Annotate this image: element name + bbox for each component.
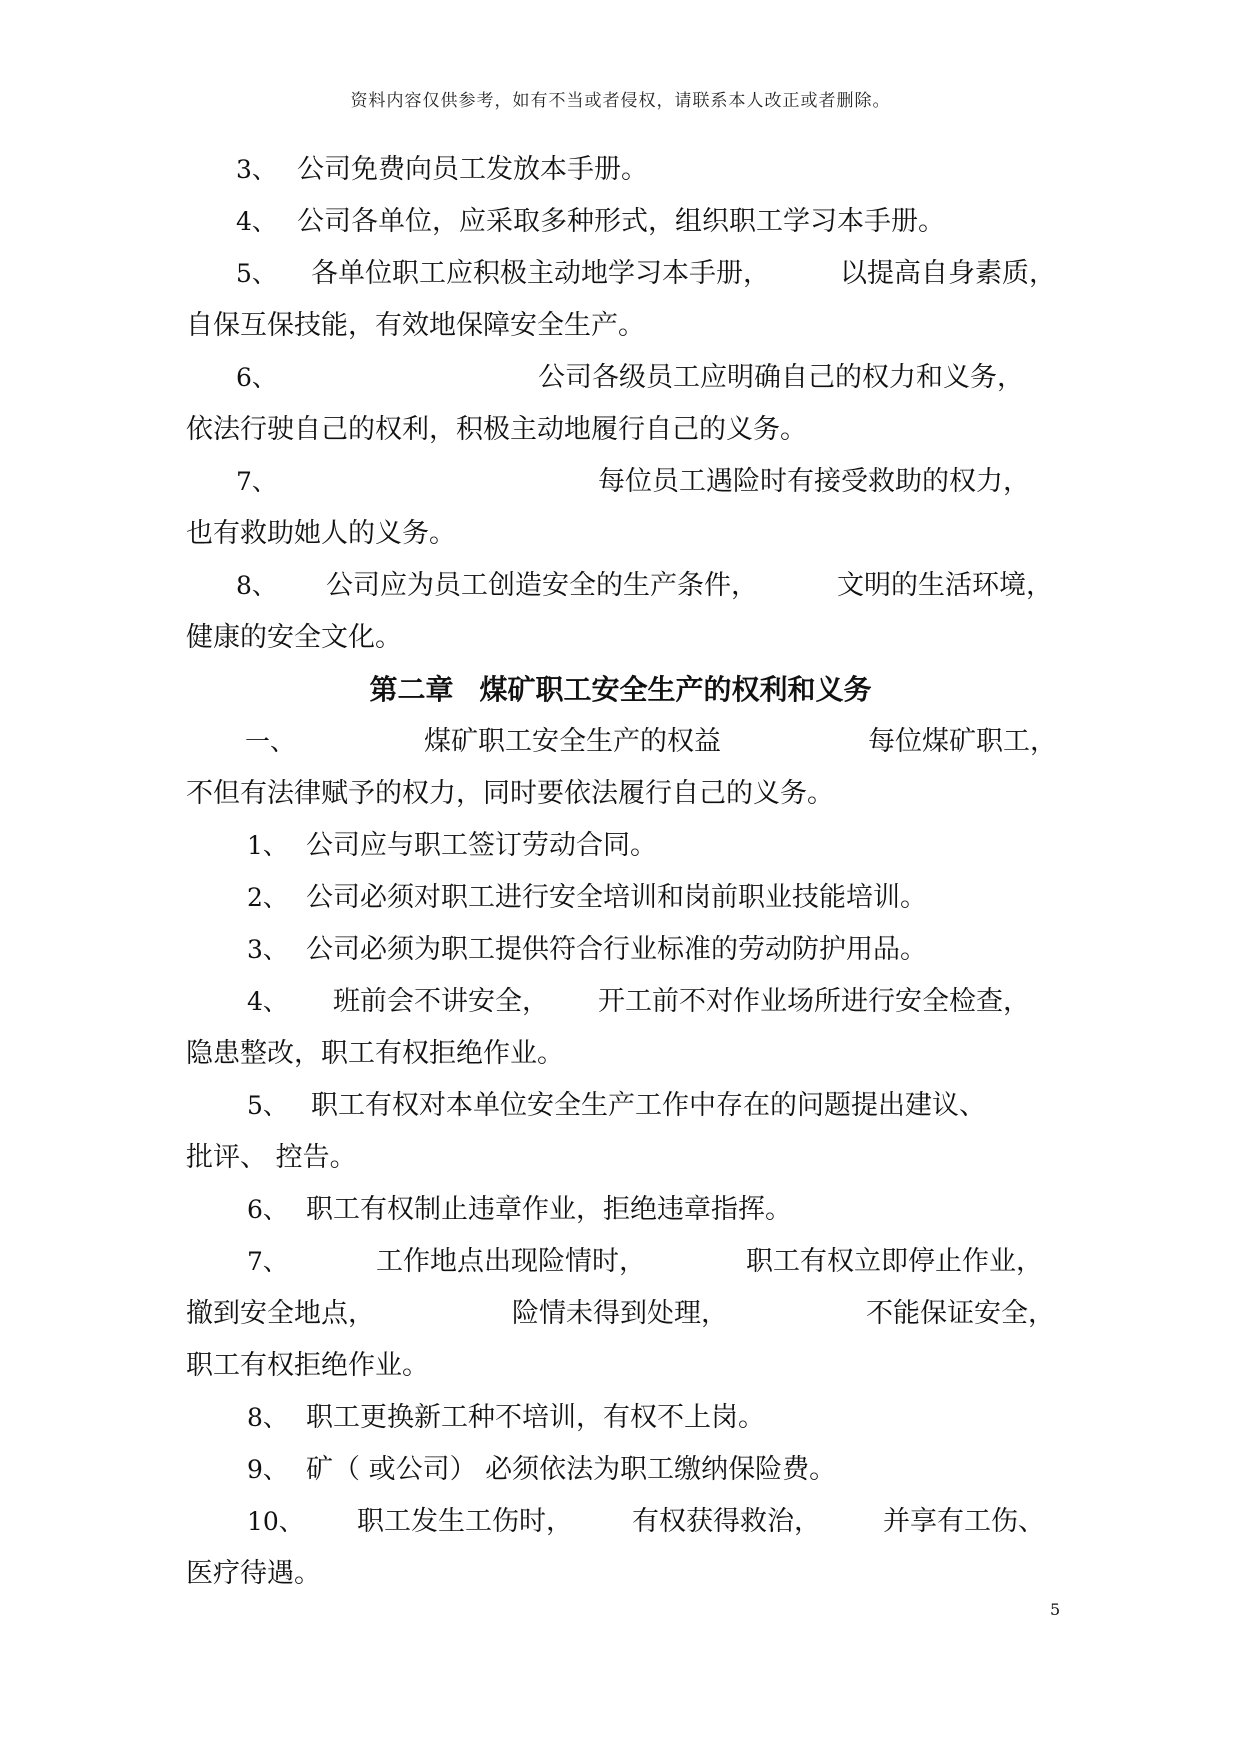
item-number: 9、 (247, 1455, 288, 1484)
chapter-number: 第二章 (369, 673, 454, 706)
item-text-part: 公司应为员工创造安全的生产条件， (326, 570, 758, 601)
item-number: 3、 (236, 155, 277, 184)
list-item (0, 982, 1241, 1022)
item-text-part: 并享有工伤、 (883, 1506, 1045, 1537)
item-text-part: 撤到安全地点， (186, 1298, 375, 1329)
item-text-part: 以提高自身素质， (840, 258, 1056, 289)
item-number: 8、 (247, 1403, 288, 1432)
item-text: 公司各级员工应明确自己的权力和义务， (538, 362, 1024, 393)
item-text: 职工有权制止违章作业，拒绝违章指挥。 (306, 1194, 792, 1225)
list-item-continuation (0, 514, 1241, 554)
item-text-part: 开工前不对作业场所进行安全检查， (598, 986, 1030, 1017)
item-text-part: 班前会不讲安全， (333, 986, 549, 1017)
item-text: 医疗待遇。 (186, 1558, 321, 1589)
list-item (0, 202, 1241, 242)
item-text: 职工有权拒绝作业。 (186, 1350, 429, 1381)
list-item-continuation (0, 1034, 1241, 1074)
item-text: 公司各单位，应采取多种形式，组织职工学习本手册。 (297, 206, 945, 237)
item-number: 7、 (247, 1247, 288, 1276)
section-title: 煤矿职工安全生产的权益 (424, 726, 721, 757)
item-text: 健康的安全文化。 (186, 622, 402, 653)
item-number: 6、 (247, 1195, 288, 1224)
list-item (0, 150, 1241, 190)
item-text-part: 各单位职工应积极主动地学习本手册， (311, 258, 770, 289)
item-text: 公司必须为职工提供符合行业标准的劳动防护用品。 (306, 934, 927, 965)
item-text-part: 职工发生工伤时， (357, 1506, 573, 1537)
list-item (0, 1086, 1241, 1126)
section-text: 每位煤矿职工， (868, 726, 1057, 757)
list-item (0, 1450, 1241, 1490)
item-number: 8、 (236, 571, 277, 600)
chapter-title: 煤矿职工安全生产的权利和义务 (479, 673, 872, 706)
chapter-heading (0, 670, 1241, 710)
item-number: 3、 (247, 935, 288, 964)
list-item (0, 1398, 1241, 1438)
item-number: 5、 (247, 1091, 288, 1120)
list-item (0, 1190, 1241, 1230)
item-text: 职工有权对本单位安全生产工作中存在的问题提出建议、 (311, 1090, 986, 1121)
item-number: 7、 (236, 467, 277, 496)
item-text: 公司必须对职工进行安全培训和岗前职业技能培训。 (306, 882, 927, 913)
list-item-continuation (0, 410, 1241, 450)
section-heading (0, 722, 1241, 762)
list-item-continuation (0, 1554, 1241, 1594)
item-number: 10、 (247, 1507, 304, 1536)
item-text: 批评、 控告。 (186, 1142, 357, 1173)
item-number: 4、 (247, 987, 288, 1016)
item-number: 1、 (247, 831, 288, 860)
item-number: 5、 (236, 259, 277, 288)
item-text: 也有救助她人的义务。 (186, 518, 456, 549)
item-text: 公司免费向员工发放本手册。 (297, 154, 648, 185)
list-item (0, 1502, 1241, 1542)
section-number: 一、 (245, 727, 296, 756)
list-item (0, 878, 1241, 918)
item-text: 公司应与职工签订劳动合同。 (306, 830, 657, 861)
item-number: 2、 (247, 883, 288, 912)
item-text-part: 不能保证安全， (866, 1298, 1055, 1329)
list-item-continuation (0, 306, 1241, 346)
item-text-part: 有权获得救治， (632, 1506, 821, 1537)
list-item (0, 358, 1241, 398)
page-number: 5 (1050, 1600, 1061, 1619)
header-disclaimer: 资料内容仅供参考，如有不当或者侵权，请联系本人改正或者删除。 (350, 91, 891, 111)
item-number: 4、 (236, 207, 277, 236)
list-item (0, 930, 1241, 970)
list-item-continuation (0, 1294, 1241, 1334)
item-text-part: 职工有权立即停止作业， (746, 1246, 1043, 1277)
item-text: 矿（ 或公司） 必须依法为职工缴纳保险费。 (306, 1454, 837, 1485)
item-text: 自保互保技能，有效地保障安全生产。 (186, 310, 645, 341)
list-item-continuation (0, 618, 1241, 658)
item-number: 6、 (236, 363, 277, 392)
item-text: 依法行驶自己的权利，积极主动地履行自己的义务。 (186, 414, 807, 445)
list-item-continuation (0, 1346, 1241, 1386)
item-text-part: 工作地点出现险情时， (376, 1246, 646, 1277)
list-item (0, 254, 1241, 294)
item-text-part: 险情未得到处理， (512, 1298, 728, 1329)
item-text: 隐患整改，职工有权拒绝作业。 (186, 1038, 564, 1069)
list-item (0, 462, 1241, 502)
item-text: 职工更换新工种不培训，有权不上岗。 (306, 1402, 765, 1433)
section-text: 不但有法律赋予的权力，同时要依法履行自己的义务。 (186, 778, 834, 809)
section-continuation (0, 774, 1241, 814)
list-item (0, 1242, 1241, 1282)
item-text-part: 文明的生活环境， (837, 570, 1053, 601)
item-text: 每位员工遇险时有接受救助的权力， (598, 466, 1030, 497)
list-item (0, 566, 1241, 606)
list-item-continuation (0, 1138, 1241, 1178)
list-item (0, 826, 1241, 866)
